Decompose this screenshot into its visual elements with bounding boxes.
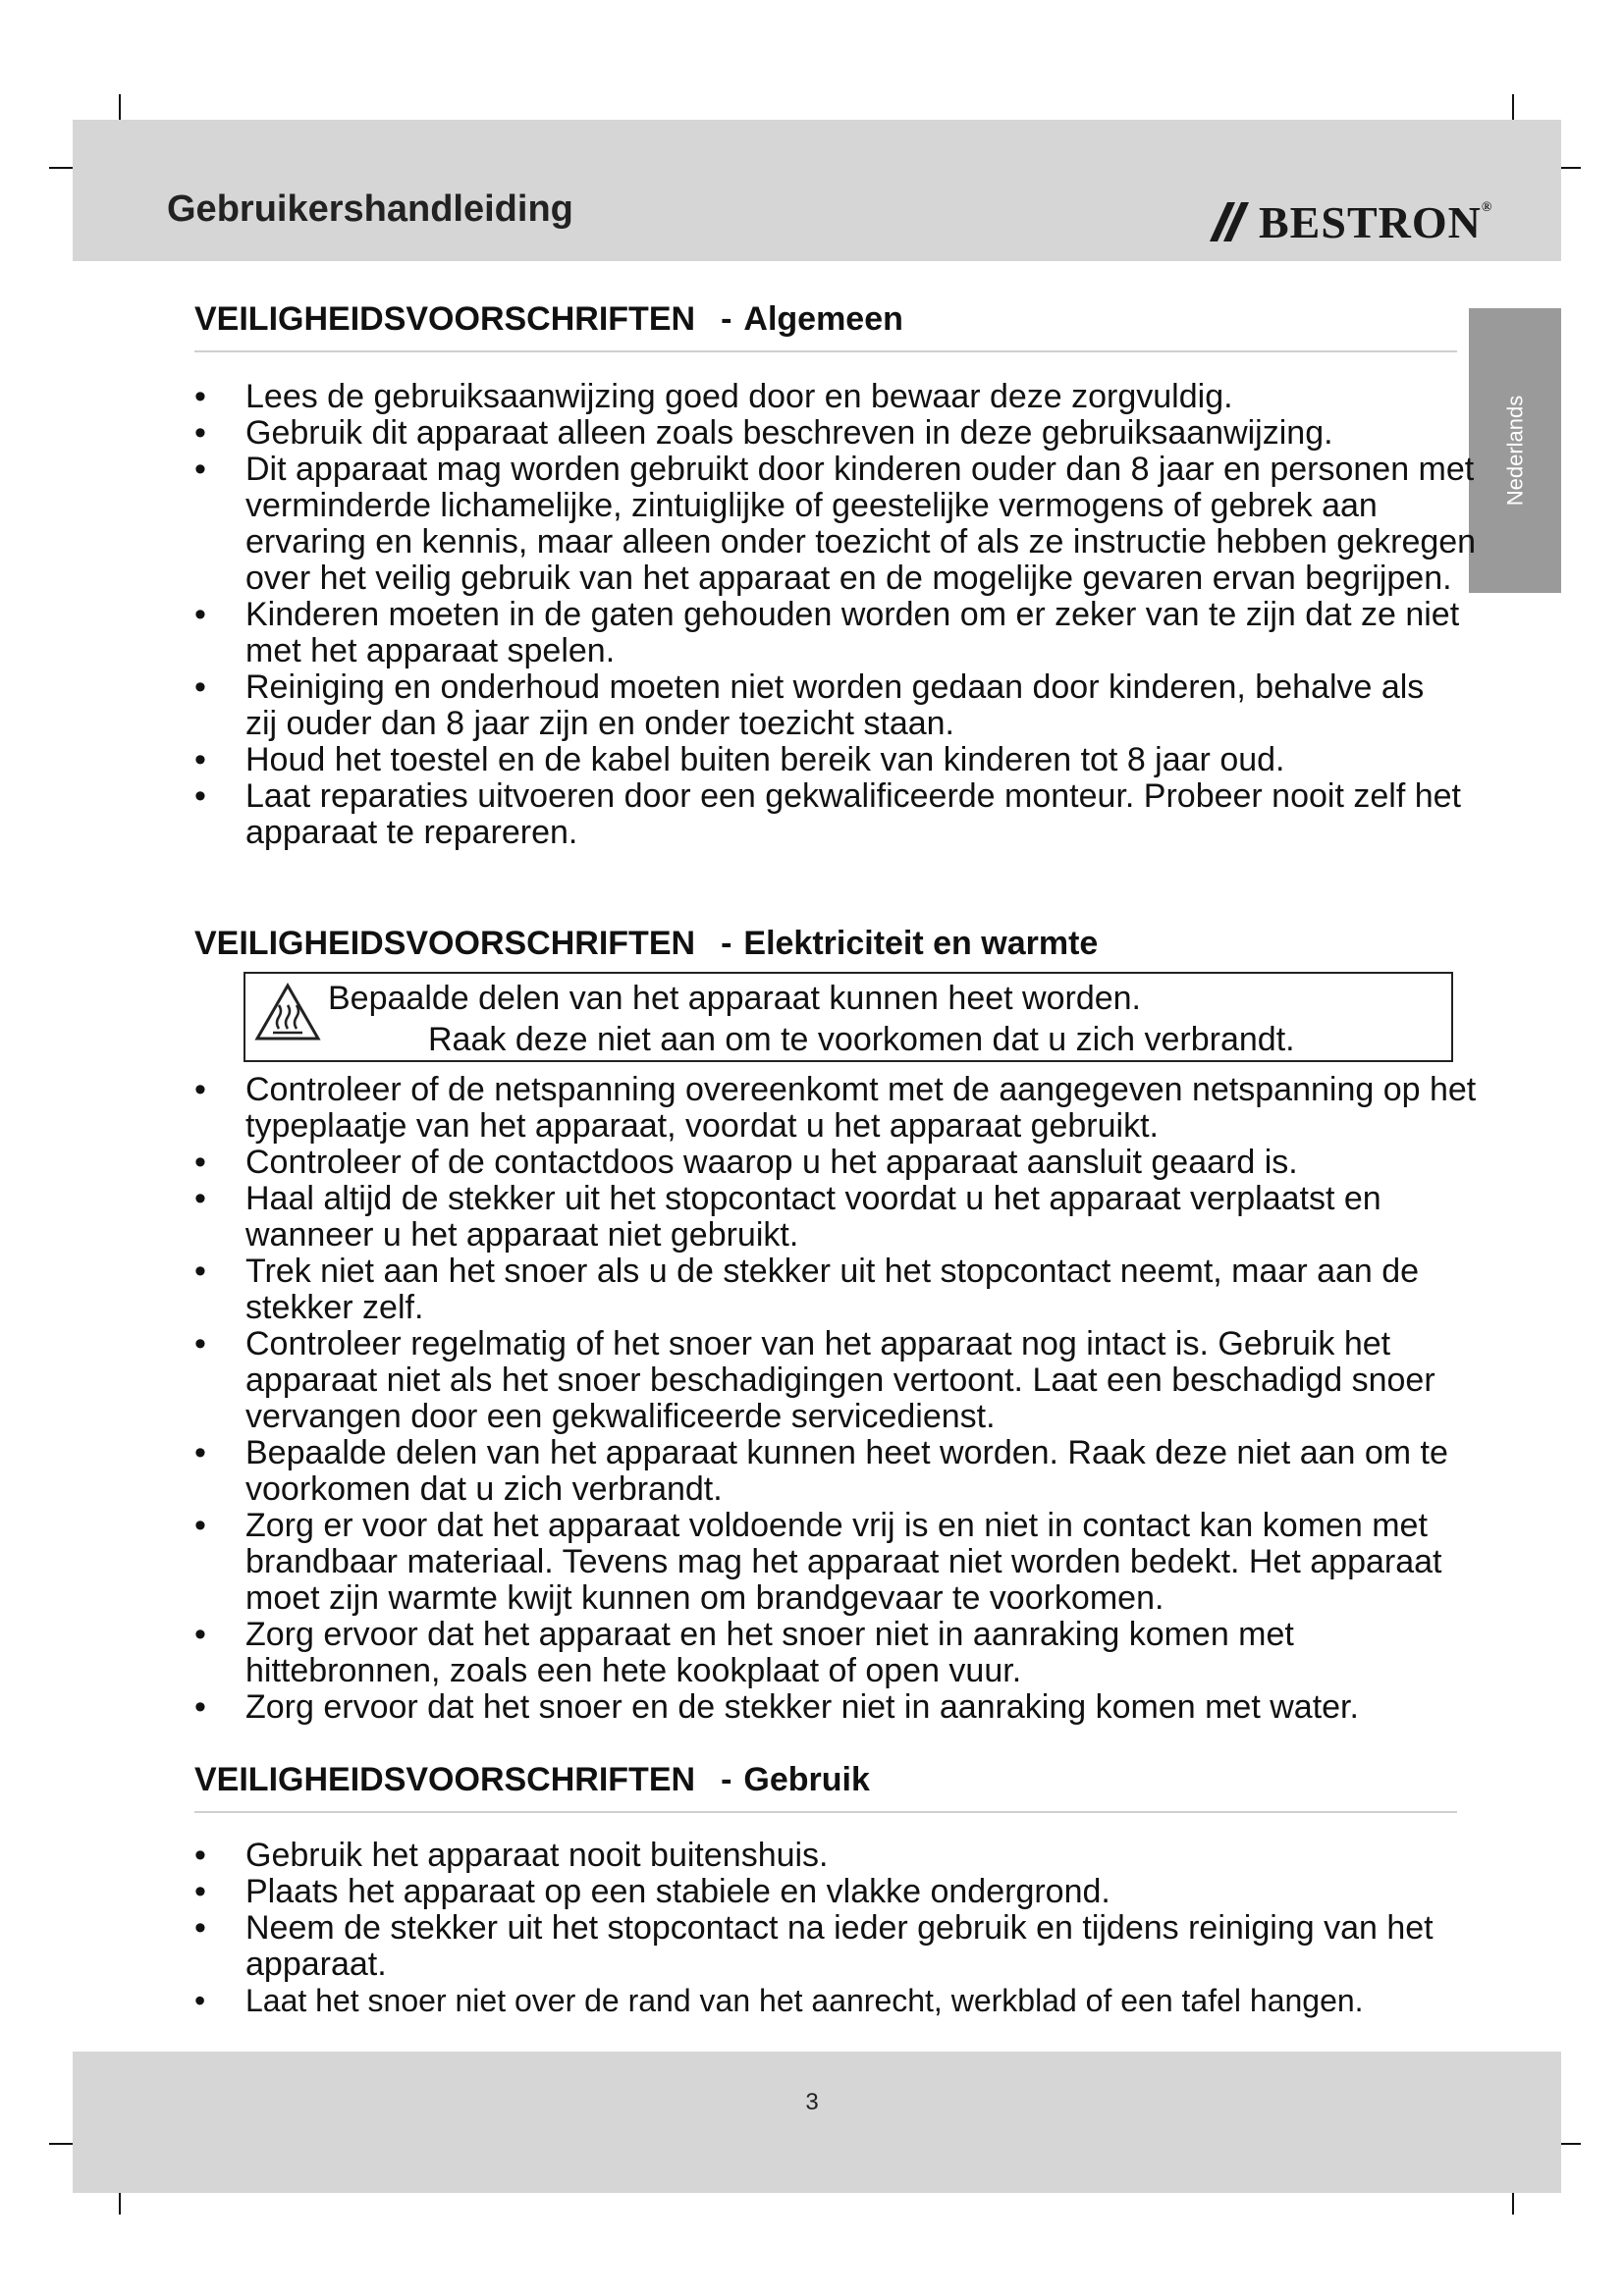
page-number: 3 [805, 2089, 819, 2115]
list-item: • Neem de stekker uit het stopcontact na ieder gebruik en tijdens reiniging van het apparaat. [194, 1910, 1512, 1983]
section-heading-usage: VEILIGHEIDSVOORSCHRIFTEN - Gebruik [194, 1761, 1457, 1813]
list-item: • Zorg ervoor dat het apparaat en het snoer niet in aanraking komen met hittebronnen, zoals een hete kookplaat of open vuur. [194, 1617, 1483, 1689]
list-item: • Controleer of de contactdoos waarop u het apparaat aansluit geaard is. [194, 1145, 1510, 1181]
brand-name: BESTRON® [1259, 196, 1493, 247]
language-tab-label: Nederlands [1502, 395, 1528, 507]
list-item: • Zorg er voor dat het apparaat voldoende vrij is en niet in contact kan komen met brandbaar materiaal. Tevens mag het apparaat niet worden bedekt. Het apparaat moet zijn warmte kwijt kunnen om brandgevaar te voorkomen. [194, 1508, 1510, 1617]
list-item: • Trek niet aan het snoer als u de stekker uit het stopcontact neemt, maar aan de stekker zelf. [194, 1254, 1512, 1326]
section-heading-electricity: VEILIGHEIDSVOORSCHRIFTEN - Elektriciteit en warmte [194, 925, 1099, 962]
list-item: • Zorg ervoor dat het snoer en de stekker niet in aanraking komen met water. [194, 1689, 1510, 1726]
list-item: • Plaats het apparaat op een stabiele en vlakke ondergrond. [194, 1874, 1490, 1910]
hot-surface-warning-icon [253, 982, 322, 1042]
list-item: • Reiniging en onderhoud moeten niet worden gedaan door kinderen, behalve als zij ouder dan 8 jaar zijn en onder toezicht staan. [194, 669, 1463, 742]
footer-band [73, 2052, 1561, 2193]
list-item: • Controleer regelmatig of het snoer van het apparaat nog intact is. Gebruik het apparaat niet als het snoer beschadigingen vertoont. Laat een beschadigd snoer vervangen door een gekwalificeerde servicedienst. [194, 1326, 1512, 1435]
document-title: Gebruikershandleiding [167, 188, 573, 230]
list-item: • Controleer of de netspanning overeenkomt met de aangegeven netspanning op het typeplaatje van het apparaat, voordat u het apparaat gebruikt. [194, 1072, 1510, 1145]
list-item: • Houd het toestel en de kabel buiten bereik van kinderen tot 8 jaar oud. [194, 742, 1490, 778]
warning-text-line-2: Raak deze niet aan om te voorkomen dat u zich verbrandt. [428, 1021, 1295, 1058]
brand-chevrons-icon [1206, 198, 1253, 245]
list-item: • Dit apparaat mag worden gebruikt door kinderen ouder dan 8 jaar en personen met verminderde lichamelijke, zintuiglijke of geestelijke vermogens of gebrek aan ervaring en kennis, maar alleen onder toezicht of als ze instructie hebben gekregen over het veilig gebruik van het apparaat en de mogelijke gevaren ervan begrijpen. [194, 452, 1483, 597]
list-item: • Bepaalde delen van het apparaat kunnen heet worden. Raak deze niet aan om te voorkomen dat u zich verbrandt. [194, 1435, 1512, 1508]
list-item: • Gebruik het apparaat nooit buitenshuis. [194, 1838, 1490, 1874]
usage-safety-list [194, 1838, 1490, 2019]
list-item: • Laat het snoer niet over de rand van het aanrecht, werkblad of een tafel hangen. [194, 1983, 1490, 2019]
general-safety-list [194, 379, 1490, 851]
list-item: • Gebruik dit apparaat alleen zoals beschreven in deze gebruiksaanwijzing. [194, 415, 1490, 452]
heat-warning-box [244, 972, 1453, 1062]
list-item: • Laat reparaties uitvoeren door een gekwalificeerde monteur. Probeer nooit zelf het apparaat te repareren. [194, 778, 1490, 851]
warning-text-line-1: Bepaalde delen van het apparaat kunnen heet worden. [328, 980, 1141, 1017]
list-item: • Lees de gebruiksaanwijzing goed door en bewaar deze zorgvuldig. [194, 379, 1490, 415]
brand-logo [1206, 192, 1492, 251]
section-heading-general: VEILIGHEIDSVOORSCHRIFTEN - Algemeen [194, 300, 1457, 352]
list-item: • Haal altijd de stekker uit het stopcontact voordat u het apparaat verplaatst en wanneer u het apparaat niet gebruikt. [194, 1181, 1510, 1254]
list-item: • Kinderen moeten in de gaten gehouden worden om er zeker van te zijn dat ze niet met het apparaat spelen. [194, 597, 1490, 669]
electricity-safety-list [194, 1072, 1510, 1726]
